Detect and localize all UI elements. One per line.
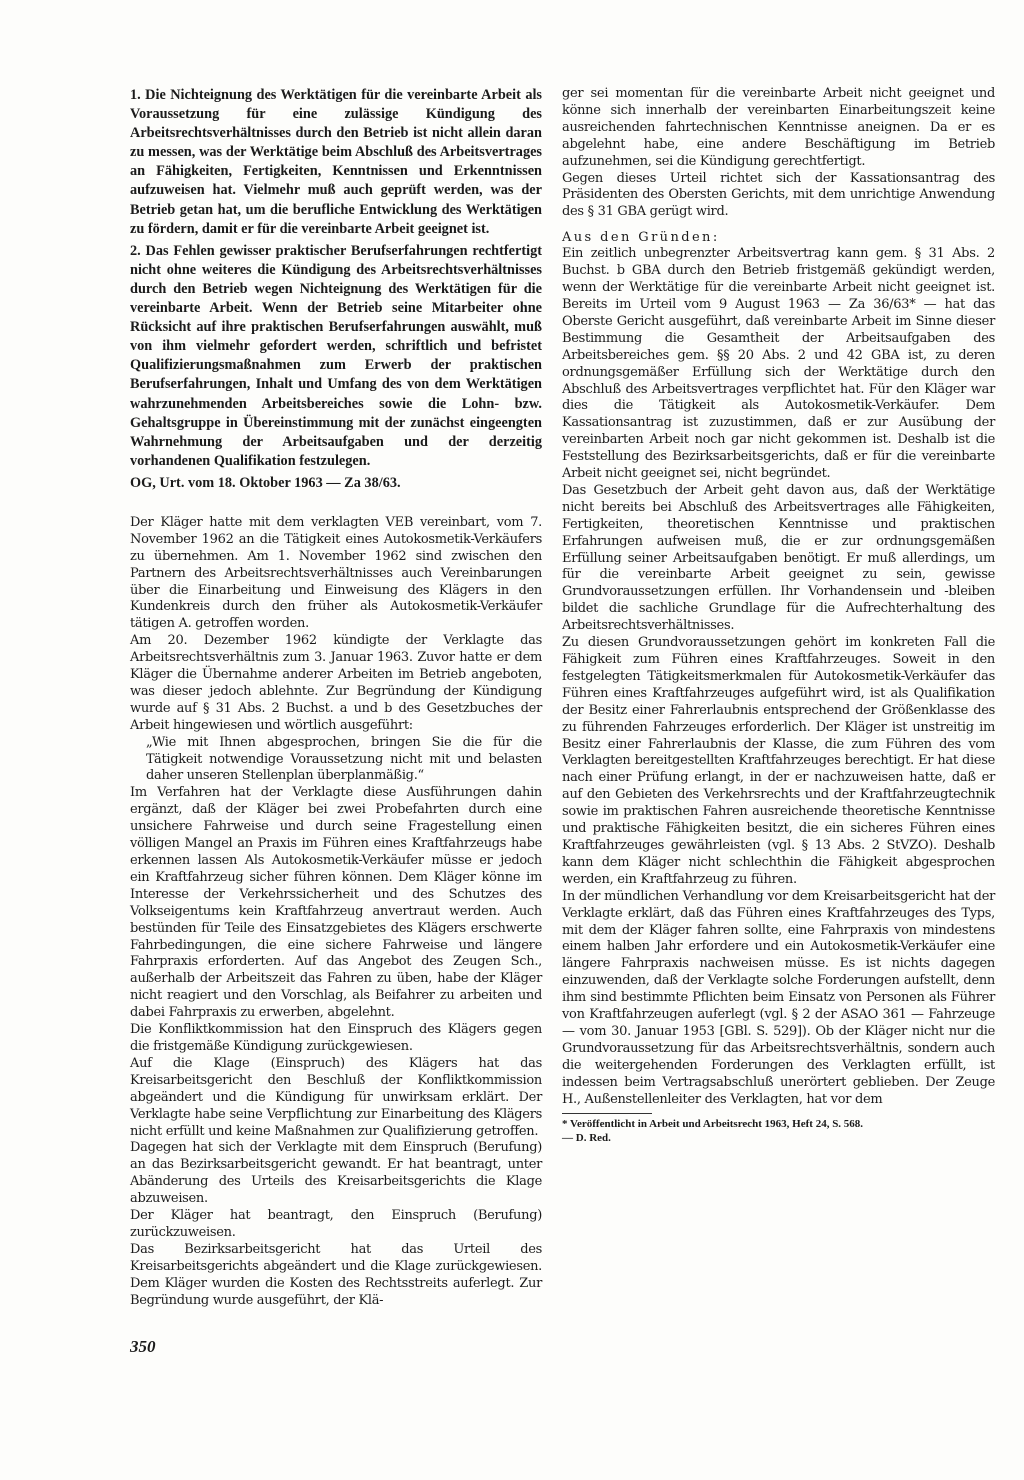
body-paragraph: Am 20. Dezember 1962 kündigte der Verklagte das Arbeitsrechtsverhältnis zum 3. Januar 1963. Zuvor hatte er dem Kläger die Übernahme anderer Arbeiten im Betrieb angeboten, was dieser jedoch ablehnte. Zur Begründung der Kündigung wurde auf § 31 Abs. 2 Buchst. a und b des Gesetzbuches der Arbeit hingewiesen und wörtlich ausgeführt: bbox=[130, 633, 542, 733]
decision-citation: OG, Urt. vom 18. Oktober 1963 — Za 38/63. bbox=[130, 474, 401, 491]
body-paragraph: Im Verfahren hat der Verklagte diese Ausführungen dahin ergänzt, daß der Kläger bei zwei Probefahrten durch eine unsichere Fahrweise und durch seine Fragestellung einen völligen Mangel an Praxis im Führen eines Kraftfahrzeugs habe erkennen lassen Als Autokosmetik-Verkäufer müsse er jedoch ein Kraftfahrzeug sicher führen können. Dem Kläger könne im Interesse der Verkehrssicherheit und des Schutzes des Volkseigentums kein Kraftfahrzeug anvertraut werden. Auch bestünden für Teile des Einsatzgebietes des Klägers erschwerte Fahrbedingungen, die eine sichere Fahrweise und längere Fahrpraxis erforderten. Auf das Angebot des Zeugen Sch., außerhalb der Arbeitszeit das Fahren zu üben, habe der Kläger nicht reagiert und den Vorschlag, als Beifahrer zu arbeiten und dabei Fahrpraxis zu erwerben, abgelehnt. bbox=[130, 785, 542, 1021]
body-paragraph: ger sei momentan für die vereinbarte Arbeit nicht geeignet und könne sich innerhalb der vereinbarten Einarbeitungszeit keine ausreichenden fahrtechnischen Kenntnisse aneignen. Da er es abgelehnt habe, eine andere Beschäftigung im Betrieb aufzunehmen, sei die Kündigung gerechtfertigt. bbox=[562, 86, 995, 169]
footnote-signature: — D. Red. bbox=[562, 1132, 611, 1145]
footnote-divider bbox=[562, 1113, 652, 1114]
body-paragraph: Zu diesen Grundvoraussetzungen gehört im konkreten Fall die Fähigkeit zum Führen eines Kraftfahrzeuges. Soweit in den festgelegten Tätigkeitsmerkmalen für Autokosmetik-Verkäufer das Führen eines Kraftfahrzeuges aufgeführt wird, ist als Qualifikation der Besitz einer Fahrerlaubnis entsprechend der Größenklasse des zu führenden Fahrzeuges erforderlich. Der Kläger ist unstreitig im Besitz einer Fahrerlaubnis der Klasse, die zum Führen des vom Verklagten bereitgestellten Kraftfahrzeuges berechtigt. Er hat diese nach einer Prüfung erlangt, in der er nachzuweisen hatte, daß er auf den Gebieten des Verkehrsrechts und der Kraftfahrzeugtechnik sowie im praktischen Fahren ausreichende theoretische Kenntnisse und praktische Fähigkeiten besitzt, die ein sicheres Führen eines Kraftfahrzeuges gewährleisten (vgl. § 13 Abs. 2 StVZO). Deshalb kann dem Kläger nicht schlechthin die Fähigkeit abgesprochen werden, ein Kraftfahrzeug zu führen. bbox=[562, 635, 995, 887]
footnote: * Veröffentlicht in Arbeit und Arbeitsrecht 1963, Heft 24, S. 568. bbox=[562, 1118, 864, 1131]
body-paragraph: Dagegen hat sich der Verklagte mit dem Einspruch (Berufung) an das Bezirksarbeitsgericht gewandt. Er hat beantragt, unter Abänderung des Urteils des Kreisarbeitsgerichts die Klage abzuweisen. bbox=[130, 1140, 542, 1207]
headnote-1: 1. Die Nichteignung des Werktätigen für die vereinbarte Arbeit als Voraussetzung für eine zulässige Kündigung des Arbeitsrechtsverhältnisses durch den Betrieb ist nicht allein daran zu messen, was der Werktätige beim Abschluß des Arbeitsvertrages an Fähigkeiten, Fertigkeiten, Kenntnissen und Erkenntnissen aufzuweisen hat. Vielmehr muß auch geprüft werden, was der Betrieb getan hat, um die berufliche Entwicklung des Werktätigen zu fördern, damit er für die vereinbarte Arbeit geeignet ist. bbox=[130, 87, 542, 237]
quoted-letter: „Wie mit Ihnen abgesprochen, bringen Sie die für die Tätigkeit notwendige Voraussetzung nicht mit und belasten daher unseren Stellenplan überplanmäßig.“ bbox=[146, 734, 542, 784]
section-heading: Aus den Gründen: bbox=[562, 230, 720, 246]
body-paragraph: Die Konfliktkommission hat den Einspruch des Klägers gegen die fristgemäße Kündigung zurückgewiesen. bbox=[130, 1022, 542, 1054]
page-number: 350 bbox=[130, 1337, 156, 1356]
left-column bbox=[130, 86, 542, 1309]
body-paragraph: Das Gesetzbuch der Arbeit geht davon aus, daß der Werktätige nicht bereits bei Abschluß des Arbeitsvertrages alle Fähigkeiten, Fertigkeiten, theoretischen Kenntnisse und praktischen Erfahrungen aufweisen muß, die er zur ordnungsgemäßen Erfüllung seiner Arbeitsaufgaben benötigt. Er muß allerdings, um für die vereinbarte Arbeit geeignet zu sein, gewisse Grundvoraussetzungen erfüllen. Ihr Vorhandensein und -bleiben bildet die sachliche Grundlage für die Aufrechterhaltung des Arbeitsrechtsverhältnisses. bbox=[562, 482, 995, 634]
body-paragraph: In der mündlichen Verhandlung vor dem Kreisarbeitsgericht hat der Verklagte erklärt, daß das Führen eines Kraftfahrzeuges des Typs, mit dem der Kläger fahren sollte, eine Fahrpraxis von mindestens einem halben Jahr erfordere und ein Autokosmetik-Verkäufer eine längere Fahrpraxis nachweisen müsse. Es ist nichts dagegen einzuwenden, daß der Verklagte solche Forderungen aufstellt, denn ihm sind bestimmte Pflichten beim Einsatz von Personen als Führer von Kraftfahrzeugen auferlegt (vgl. § 2 der ASAO 361 — Fahrzeuge — vom 30. Januar 1953 [GBl. S. 529]). Ob der Kläger nicht nur die Grundvoraussetzung für das Arbeitsrechtsverhältnis, sondern auch die weitergehenden Forderungen des Verklagten erfüllt, ist indessen beim Vertragsabschluß unerörtert geblieben. Der Zeuge H., Außenstellenleiter des Verklagten, hat vor dem bbox=[562, 888, 995, 1107]
body-paragraph: Auf die Klage (Einspruch) des Klägers hat das Kreisarbeitsgericht den Beschluß der Konfliktkommission abgeändert und die Kündigung für unwirksam erklärt. Der Verklagte habe seine Verpflichtung zur Einarbeitung des Klägers nicht erfüllt und keine Maßnahmen zur Qualifizierung getroffen. bbox=[130, 1055, 542, 1139]
headnote-2: 2. Das Fehlen gewisser praktischer Berufserfahrungen rechtfertigt nicht ohne weiteres die Kündigung des Arbeitsrechtsverhältnisses durch den Betrieb wegen Nichteignung des Werktätigen für die vereinbarte Arbeit. Wenn der Betrieb seine Mitarbeiter ohne Rücksicht auf ihre praktischen Berufserfahrungen auswählt, muß von ihm vielmehr gefordert werden, schriftlich und befristet Qualifizierungsmaßnahmen zum Erwerb der praktischen Berufserfahrungen, Inhalt und Umfang des von dem Werktätigen wahrzunehmenden Arbeitsbereiches sowie die Lohn- bzw. Gehaltsgruppe in Übereinstimmung mit der zunächst eingeengten Wahrnehmung der Arbeitsaufgaben und der derzeitig vorhandenen Qualifikation festzulegen. bbox=[130, 242, 542, 469]
body-paragraph: Das Bezirksarbeitsgericht hat das Urteil des Kreisarbeitsgerichts abgeändert und die Klage zurückgewiesen. Dem Kläger wurden die Kosten des Rechtsstreits auferlegt. Zur Begründung wurde ausgeführt, der Klä- bbox=[130, 1241, 542, 1308]
body-paragraph: Der Kläger hatte mit dem verklagten VEB vereinbart, vom 7. November 1962 an die Tätigkeit eines Autokosmetik-Verkäufers zu übernehmen. Am 1. November 1962 sind zwischen den Partnern des Arbeitsrechtsverhältnisses auch Vereinbarungen über die Einarbeitung und Einweisung des Klägers in den Kundenkreis durch den früher als Autokosmetik-Verkäufer tätigen A. getroffen worden. bbox=[130, 514, 542, 632]
body-paragraph: Gegen dieses Urteil richtet sich der Kassationsantrag des Präsidenten des Obersten Gerichts, mit dem unrichtige Anwendung des § 31 GBA gerügt wird. bbox=[562, 170, 995, 220]
body-paragraph: Der Kläger hat beantragt, den Einspruch (Berufung) zurückzuweisen. bbox=[130, 1208, 542, 1240]
body-paragraph: Ein zeitlich unbegrenzter Arbeitsvertrag kann gem. § 31 Abs. 2 Buchst. b GBA durch den Betrieb fristgemäß gekündigt werden, wenn der Werktätige für die vereinbarte Arbeit nicht geeignet ist. Bereits im Urteil vom 9 August 1963 — Za 36/63* — hat das Oberste Gericht ausgeführt, daß vereinbarte Arbeit im Sinne dieser Bestimmung die Gesamtheit der Arbeitsaufgaben des Arbeitsbereiches gem. §§ 20 Abs. 2 und 42 GBA ist, zu deren ordnungsgemäßer Erfüllung sich der Werktätige durch den Abschluß des Arbeitsvertrages verpflichtet hat. Für den Kläger war dies die Tätigkeit als Autokosmetik-Verkäufer. Dem Kassationsantrag ist zuzustimmen, daß er zur Ausübung der vereinbarten Arbeit noch gar nicht gekommen ist. Deshalb ist die Feststellung des Bezirksarbeitsgerichts, daß er für die vereinbarte Arbeit nicht geeignet sei, nicht begründet. bbox=[562, 246, 995, 482]
right-column bbox=[562, 86, 995, 1145]
